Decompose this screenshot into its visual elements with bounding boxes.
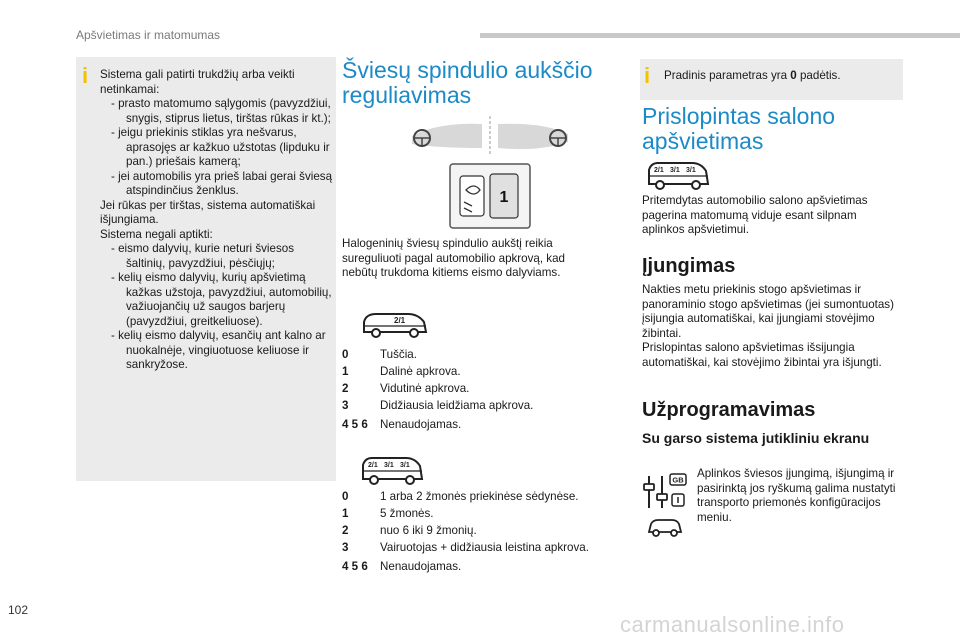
seat-badge: 3/1 — [670, 167, 680, 174]
info-line: Sistema gali patirti trukdžių arba veikti netinkamai: — [100, 68, 295, 96]
position-value: Vairuotojas + didžiausia leistina apkrova. — [380, 541, 589, 554]
seat-badge: 2/1 — [394, 316, 406, 325]
position-key: 1 — [342, 365, 349, 378]
position-key: 3 — [342, 541, 349, 554]
info-line: Jei rūkas per tirštas, sistema automatiškai išjungiama. — [100, 198, 316, 226]
note-suffix: padėtis. — [796, 69, 841, 82]
info-bullet: - prasto matomumo sąlygomis (pavyzdžiui, snygis, stiprus lietus, tirštas rūkas ir kt.); — [111, 97, 331, 125]
watermark-logo: carmanualsonline.info — [620, 612, 845, 637]
position-value: Nenaudojamas. — [380, 418, 462, 431]
info-bullet: - eismo dalyvių, kurie neturi šviesos šaltinių, pavyzdžiui, pėsčiųjų; — [111, 242, 294, 270]
dial-number: 1 — [499, 189, 509, 206]
info-line: Sistema negali aptikti: — [100, 227, 213, 241]
position-key: 1 — [342, 507, 349, 520]
position-key: 3 — [342, 399, 349, 412]
note-value: 0 — [790, 69, 797, 82]
position-value: Didžiausia leidžiama apkrova. — [380, 399, 534, 412]
info-icon: i — [644, 63, 651, 88]
seat-badge: 3/1 — [400, 462, 410, 469]
position-key: 0 — [342, 490, 349, 503]
touchscreen-subheading: Su garso sistema jutikliniu ekranu — [642, 430, 870, 446]
heading-line: reguliavimas — [342, 82, 472, 108]
seat-badge: 2/1 — [654, 167, 664, 174]
load-table-2 — [342, 490, 632, 580]
info-bullet: - kelių eismo dalyvių, esančių ant kalno ar nuokalnėje, vingiuotuose keliuose ir sankryžose. — [111, 329, 326, 371]
position-value: Nenaudojamas. — [380, 560, 462, 573]
van-icon-right — [646, 158, 710, 192]
beam-paragraph: Halogeninių šviesų spindulio aukštį reikia sureguliuoti pagal automobilio apkrovą, kad nebūtų trukdoma kitiems eismo dalyviams. — [342, 237, 565, 279]
settings-sliders-icon — [642, 472, 688, 512]
info-icon: i — [82, 63, 89, 88]
position-value: Dalinė apkrova. — [380, 365, 461, 378]
headlamp-beam-illustration — [398, 112, 583, 232]
vehicle-config-icon — [646, 516, 684, 538]
activation-line: Nakties metu priekinis stogo apšvietimas ir panoraminio stogo apšvietimas (jei sumontuotas) įsijungia automatiškai, kai įjungiami stovėjimo žibintai. — [642, 283, 894, 340]
position-value: Vidutinė apkrova. — [380, 382, 470, 395]
activation-line: Prislopintas salono apšvietimas išsijungia automatiškai, kai stovėjimo žibintai yra išjungti. — [642, 341, 882, 369]
seat-badge: 3/1 — [384, 462, 394, 469]
position-key: 2 — [342, 524, 349, 537]
activation-heading: Įjungimas — [642, 255, 736, 277]
info-bullet: - jei automobilis yra prieš labai gerai šviesą atspindinčius ženklus. — [111, 169, 333, 197]
note-prefix: Pradinis parametras yra — [664, 69, 791, 82]
van-icon-large — [360, 453, 424, 487]
position-key: 4 5 6 — [342, 418, 368, 431]
position-key: 0 — [342, 348, 349, 361]
seat-badge: 2/1 — [368, 462, 378, 469]
default-position-note — [664, 69, 841, 84]
language-badge: GB — [672, 475, 684, 485]
right-info-box — [640, 59, 903, 100]
activation-text — [642, 283, 907, 370]
left-info-box — [76, 57, 336, 481]
header-rule — [480, 33, 960, 38]
heading-line: Šviesų spindulio aukščio — [342, 57, 593, 83]
left-info-text — [100, 68, 334, 373]
info-bullet: - jeigu priekinis stiklas yra nešvarus, aprasojęs ar kažkuo užstotas (lipduku ir pan.) priešais kamerą; — [111, 126, 330, 168]
position-key: 4 5 6 — [342, 560, 368, 573]
position-key: 2 — [342, 382, 349, 395]
programming-heading: Užprogramavimas — [642, 399, 816, 421]
position-value: 5 žmonės. — [380, 507, 434, 520]
section-heading-dimmed-lighting — [642, 104, 932, 154]
section-heading-beam-height — [342, 58, 632, 108]
running-header-title: Apšvietimas ir matomumas — [76, 28, 221, 42]
seat-badge: 3/1 — [686, 167, 696, 174]
programming-text: Aplinkos šviesos įjungimą, išjungimą ir pasirinktą jos ryškumą galima nustatyti transporto priemonės konfigūracijos meniu. — [697, 467, 896, 524]
van-icon-small — [360, 308, 430, 340]
heading-line: apšvietimas — [642, 128, 764, 154]
position-value: 1 arba 2 žmonės priekinėse sėdynėse. — [380, 490, 579, 503]
position-value: Tuščia. — [380, 348, 417, 361]
dimmed-lighting-paragraph: Pritemdytas automobilio salono apšvietimas pagerina matomumą viduje esant silpnam aplinkos apšvietimui. — [642, 194, 868, 236]
heading-line: Prislopintas salono — [642, 103, 836, 129]
info-bullet: - kelių eismo dalyvių, kurių apšvietimą kažkas užstoja, pavyzdžiui, automobilių, važiuojančių už saugos barjerų (pavyzdžiui, greitkeliuose). — [111, 271, 332, 328]
load-table-1 — [342, 348, 622, 438]
page-number: 102 — [8, 603, 29, 617]
position-value: nuo 6 iki 9 žmonių. — [380, 524, 477, 537]
